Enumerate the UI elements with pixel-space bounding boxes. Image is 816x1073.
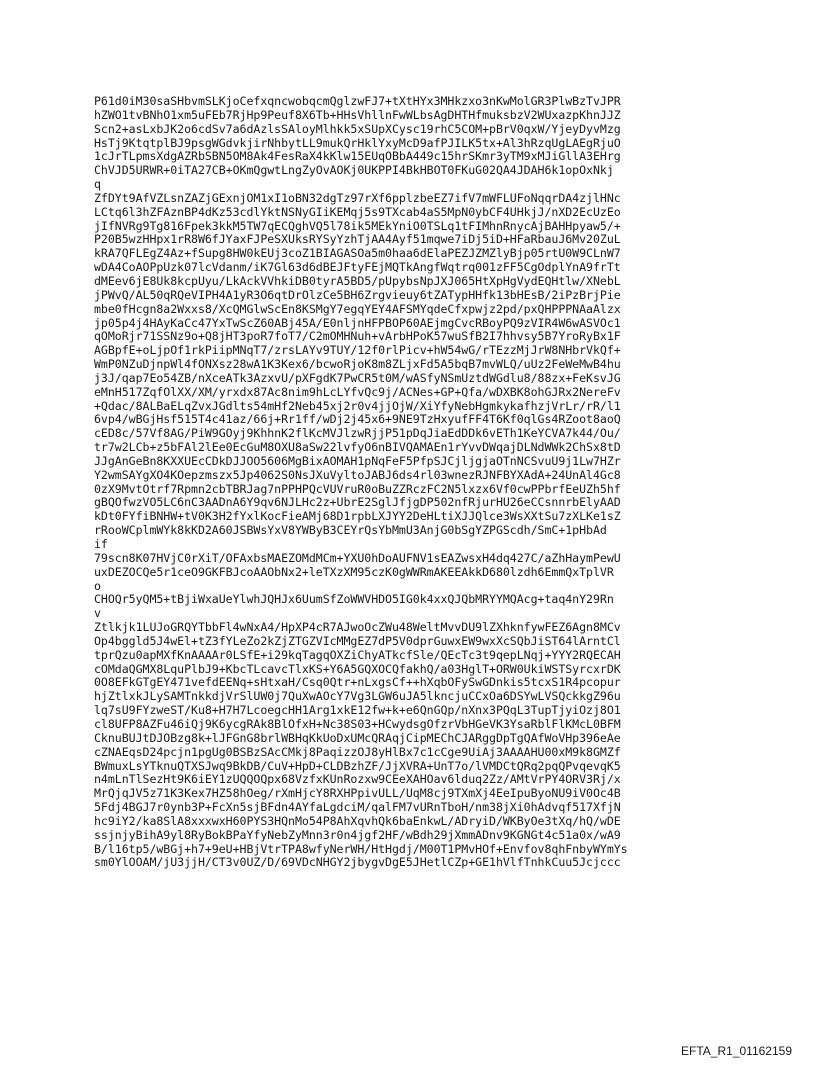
text-line: mbe0fHcgn8a2Wxxs8/XcQMGlwScEn8KSMgY7egqYEY4AFSMYqdeCfxpwjz2pd/pxQHPPPNAaAlzx [94, 301, 621, 316]
text-line: kDt0FYfiBNHW+tV0K3H2fYxlKocFieAMj68D1rpbLXJYY2DeHLtiXJJQlce3WsXXtSu7zXLKe1sZ [94, 509, 621, 524]
text-line: rRooWCplmWYk8kKD2A60JSBWsYxV8YWByB3CEYrQsYbMmU3AnjG0bSgYZPGScdh/SmC+1pHbAd [94, 523, 607, 538]
text-line: qOMoRjr71SSNz9o+Q8jHT3poR7foT7/C2mOMHNuh+vArbHPoK57wuSfB2I7hhvsy5B7YroRyBx1F [94, 329, 621, 344]
text-line: WmP0NZuDjnpWl4fONXsz28wA1K3Kex6/bcwoRjoK8m8ZLjxFd5A5bqB7mvWLQ/uUz2FeWeMwB4hu [94, 357, 621, 372]
text-line: +Qdac/8ALBaELqZvxJGdlts54mHf2Neb45xj2r0v4jjOjW/XiYfyNebHgmkykafhzjVrLr/rR/l1 [94, 398, 621, 413]
encoded-text-block [94, 95, 734, 870]
text-line: o [94, 578, 101, 593]
text-line: j3J/qap7Eo54ZB/nXceATk3AzxvU/pXFgdK7PwCR5t0M/wASfyNSmUztdWGdlu8/88zx+FeKsvJG [94, 370, 621, 385]
text-line: JJgAnGeBn8KXXUEcCDkDJJOO5606MgBixAOMAH1pNqFeF5PfpSJCjljgjaOTnNCSvuU9j1Lw7HZr [94, 453, 621, 468]
text-line: hZWO1tvBNhO1xm5uFEb7RjHp9Peuf8X6Tb+HHsVhllnFwWLbsAgDHTHfmuksbzV2WUxazpKhnJJZ [94, 107, 621, 122]
text-line: LCtq6l3hZFAznBP4dKz53cdlYktNSNyGIiKEMqj5s9TXcab4aS5MpN0ybCF4UHkjJ/nXD2EcUzEo [94, 204, 621, 219]
text-line: ChVJD5URWR+0iTA27CB+OKmQgwtLngZyOvAOKj0UKPPI4BkHBOT0FKuG02QA4JDAH6k1opOxNkj [94, 163, 614, 178]
text-line: Ztlkjk1LUJoGRQYTbbFl4wNxA4/HpXP4cR7AJwoOcZWu48WeltMvvDU9lZXhknfywFEZ6Agn8MCv [94, 620, 621, 635]
text-line: if [94, 537, 108, 551]
text-line: CknuBUJtDJOBzg8k+lJFGnG8brlWBHqKkUoDxUMcQRAqjCipMEChCJARggDpTgQAfWoVHp396eAe [94, 730, 621, 745]
text-line: jp05p4j4HAyKaCc47YxTwScZ60ABj45A/E0nljnHFPBOP60AEjmgCvcRBoyPQ9zVIR4W6wASVOc1 [94, 315, 621, 330]
text-line: MrQjqJV5z71K3Kex7HZ58hOeg/rXmHjcY8RXHPpivULL/UqM8cj9TXmXj4EeIpuByoNU9iV0Oc4B [94, 786, 621, 801]
text-line: cOMdaQGMX8LquPlbJ9+KbcTLcavcTlxKS+Y6A5GQXOCQfakhQ/a03HglT+ORW0UkiWSTSyrcxrDK [94, 661, 621, 676]
text-line: lq7sU9FYzweST/Ku8+H7H7LcoegcHH1Arg1xkE12fw+k+e6QnGQp/nXnx3PQqL3TupTjyiOzj8O1 [94, 703, 621, 718]
text-line: 5Fdj4BGJ7r0ynb3P+FcXn5sjBFdn4AYfaLgdciM/qalFM7vURnTboH/nm38jXi0hAdvqf517XfjN [94, 800, 621, 815]
text-line: wDA4CoAOPpUzk07lcVdanm/iK7Gl63d6dBEJFtyFEjMQTkAngfWqtrq001zFF5CgOdplYnA9frTt [94, 260, 621, 275]
text-line: 0O8EFkGTgEY471vefdEENq+sHtxaH/Csq0Qtr+nLxgsCf++hXqbOFySwGDnkis5tcxS1R4pcopur [94, 675, 621, 690]
text-line: jIfNVRg9Tg816Fpek3kkM5TW7qECQghVQ5l78ik5MEkYniO0TSLq1tFIMhnRnycAjBAHHpyaw5/+ [94, 218, 621, 233]
text-line: ssjnjyBihA9yl8RyBokBPaYfyNebZyMnn3r0n4jgf2HF/wBdh29jXmmADnv9KGNGt4c51a0x/wA9 [94, 827, 621, 842]
text-line: B/l16tp5/wBGj+h7+9eU+HBjVtrTPA8wfyNerWH/HtHgdj/M00T1PMvHOf+Envfov8qhFnbyWYmYs [94, 841, 628, 856]
text-line: q [94, 177, 101, 192]
text-line: AGBpfE+oLjpOf1rkPiipMNqT7/zrsLAYv9TUY/12f0rlPicv+hW54wG/rTEzzMjJrW8NHbrVkQf+ [94, 343, 621, 358]
text-line: P20B5wzHHpx1rR8W6fJYaxFJPeSXUksRYSyYzhTjAA4Ayf51mqwe7iDj5iD+HFaRbauJ6Mv20ZuL [94, 232, 621, 247]
text-line: kRA7QFLEgZ4Az+fSupg8HW0kEUj3coZ1BIAGASOa5m0haa6dElaPEZJZMZlyBjp05rtU0W9CLnW7 [94, 246, 621, 261]
text-line: sm0YlOOAM/jU3jjH/CT3v0UZ/D/69VDcNHGY2jbygvDgE5JHetlCZp+GE1hVlfTnhkCuu5Jcjccc [94, 855, 621, 870]
text-line: cZNAEqsD24pcjn1pgUg0BSBzSAcCMkj8PaqizzOJ8yHlBx7c1cCge9UiAj3AAAAHU00xM9k8GMZf [94, 744, 621, 759]
text-line: hc9iY2/ka8SlA8xxxwxH60PYS3HQnMo54P8AhXqvhQk6baEnkwL/ADryiD/WKByOe3tXq/hQ/wDE [94, 813, 621, 828]
text-line: uxDEZOCQe5r1ceO9GKFBJcoAAObNx2+leTXzXM95czK0gWWRmAKEEAkkD680lzdh6EmmQxTplVR [94, 564, 614, 579]
text-line: v [94, 606, 101, 621]
text-line: Y2wmSAYgXO4KOepzmszx5Jp4062S0NsJXuVyltoJABJ6ds4rl03wnezRJNFBYXAdA+24UnAl4Gc8 [94, 467, 621, 482]
text-line: tprQzu0apMXfKnAAAAr0LSfE+i29kqTagqOXZiChyATkcfSle/QEcTc3t9qepLNqj+YYY2RQECAH [94, 647, 621, 662]
text-line: gBQOfwzVO5LC6nC3AADnA6Y9qv6NJLHc2z+UbrE2SglJfjgDP502nfRjurHU26eCCsnnrbElyAAD [94, 495, 621, 510]
text-line: Op4bggld5J4wEl+tZ3fYLeZo2kZjZTGZVIcMMgEZ7dP5V0dprGuwxEW9wxXcSQbJiST64lArntCl [94, 633, 621, 648]
text-line: 79scn8K07HVjC0rXiT/OFAxbsMAEZOMdMCm+YXU0hDoAUFNV1sEAZwsxH4dq427C/aZhHaymPewU [94, 550, 621, 565]
text-line: ZfDYt9AfVZLsnZAZjGExnjOM1xI1oBN32dgTz97rXf6pplzbeEZ7ifV7mWFLUFoNqqrDA4zjlHNc [94, 190, 621, 205]
text-line: cED8c/57Vf8AG/PiW9GOyj9KhhnK2flKcMVJlzwRjjP51pDqJiaEdDDk6vETh1KeYCVA7k44/Ou/ [94, 426, 621, 441]
text-line: hjZtlxkJLySAMTnkkdjVrSlUW0j7QuXwAOcY7Vg3LGW6uJA5lkncjuCCxOa6DSYwLVSQckkgZ96u [94, 689, 621, 704]
text-line: Scn2+asLxbJK2o6cdSv7a6dAzlsSAloyMlhkk5xSUpXCysc19rhC5COM+pBrV0qxW/YjeyDyvMzg [94, 121, 621, 136]
text-line: CHOQr5yQM5+tBjiWxaUeYlwhJQHJx6UumSfZoWWVHDO5IG0k4xxQJQbMRYYMQAcg+taq4nY29Rn [94, 592, 614, 607]
text-line: 1cJrTLpmsXdgAZRbSBN5OM8Ak4FesRaX4kKlw15EUqOBbA449c15hrSKmr3yTM9xMJiGllA3EHrg [94, 149, 621, 164]
text-line: tr7w2LCb+z5bFAl2lEe0EcGuM8OXU8aSw22lvfyO6nBIVQAMAEn1rYvvDWqajDLNdWWk2ChSx8tD [94, 440, 621, 455]
text-line: P61d0iM30saSHbvmSLKjoCefxqncwobqcmQglzwFJ7+tXtHYx3MHkzxo3nKwMolGR3PlwBzTvJPR [94, 94, 621, 108]
text-line: BWmuxLsYTknuQTXSJwq9BkDB/CuV+HpD+CLDBzhZF/JjXVRA+UnT7o/lVMDCtQRq2pqQPvqevqK5 [94, 758, 621, 773]
text-line: cl8UFP8AZFu46iQj9K6ycgRAk8BlOfxH+Nc38S03+HCwydsgOfzrVbHGeVK3YsaRblFlKMcL0BFM [94, 716, 621, 731]
text-line: n4mLnTlSezHt9K6iEY1zUQQOQpx68VzfxKUnRozxw9CEeXAHOav6lduq2Zz/AMtVrPY4ORV3Rj/x [94, 772, 621, 787]
bates-number: EFTA_R1_01162159 [681, 1044, 792, 1058]
text-line: 6vp4/wBGjHsf515T4c41az/66j+Rr1ff/wDj2j45x6+9NE9TzHxyufFF4T6Kf0qlGs4RZoot8aoQ [94, 412, 621, 427]
text-line: jPWvQ/AL50qRQeVIPH4A1yR3O6qtDrOlzCe5BH6Zrgvieuy6tZATypHHfk13bHEsB/2iPzBrjPie [94, 287, 621, 302]
text-line: HsTj9KtqtplBJ9psgWGdvkjirNhbytLL9mukQrHklYxyMcD9afPJILK5tx+Al3hRzqUgLAEgRjuO [94, 135, 621, 150]
text-line: dMEev6jE8Uk8kcpUyu/LkAckVVhkiDB0tyrA5BD5/pUpybsNpJXJ065HtXpHgVydEQHtlw/XNebL [94, 273, 621, 288]
text-line: eMnH517ZqfOlXX/XM/yrxdx87Ac8nim9hLcLYfvQc9j/ACNes+GP+Qfa/wDXBK8ohGJRx2NereFv [94, 384, 621, 399]
text-line: 0zX9MvtOtrf7Rpmn2cbTBRJag7nPPHPQcVUVruR0oBuZZRczFC2N5lxzx6Vf0cwPPbrfEeUZh5hf [94, 481, 621, 496]
